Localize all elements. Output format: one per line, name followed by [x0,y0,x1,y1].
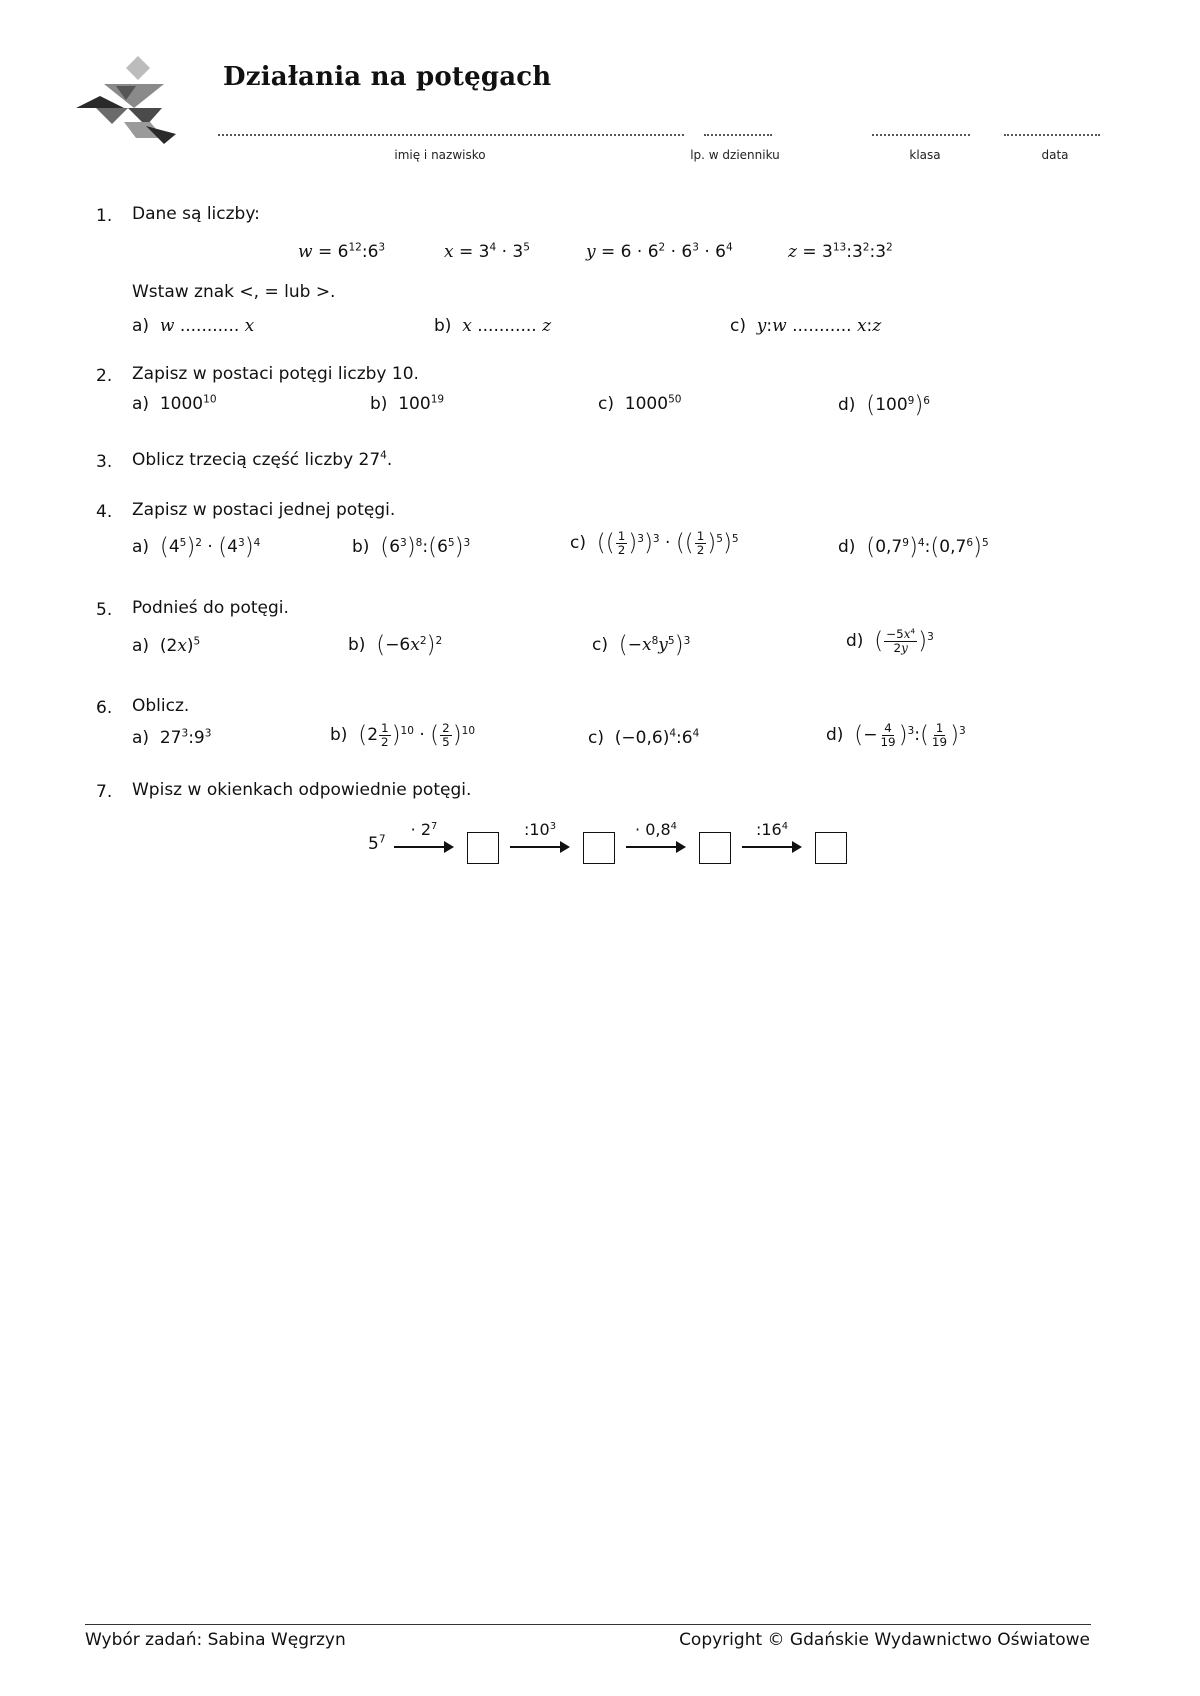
task-text: Wpisz w okienkach odpowiednie potęgi. [132,780,472,800]
answer-box[interactable] [467,832,499,864]
compare-b[interactable]: b) x ........... z [434,316,552,336]
footer-author: Wybór zadań: Sabina Węgrzyn [85,1630,346,1650]
task-number: 7. [96,782,113,802]
task-number: 3. [96,452,113,472]
logo [76,56,180,146]
class-label: klasa [909,148,941,162]
expr-w: $w = 6^{12}:6^3$ [298,241,386,262]
date-label: data [1041,148,1069,162]
compare-a[interactable]: a) w ........... x [132,316,255,336]
chain-step-label: · $2^7$ [410,820,438,839]
task-number: 6. [96,698,113,718]
task5-c: c) $(-x^8y^5)^3$ [592,632,691,658]
chain-step-label: $:16^4$ [755,820,789,839]
task-text: Dane są liczby: [132,204,260,224]
chain-arrow [510,846,568,848]
name-field-line[interactable] [218,120,684,136]
task4-d: d) $(0,7^9)^4:(0,7^6)^5$ [838,534,989,560]
task-instruction: Wstaw znak <, = lub >. [132,282,336,302]
task-number: 1. [96,206,113,226]
date-field-line[interactable] [1004,120,1100,136]
task2-a: a) 1000$^{10}$ [132,393,217,414]
task-number: 4. [96,502,113,522]
task2-c: c) 1000$^{50}$ [598,393,682,414]
task4-c: c) (( $\frac{1}{2}$ )$^3$)$^3$ · (( $\frac{1}{2}$ )$^5$)$^5$ [570,529,739,557]
task-text: Zapisz w postaci jednej potęgi. [132,500,396,520]
task4-b: b) $(6^3)^8:(6^5)^3$ [352,534,471,560]
number-field-line[interactable] [704,120,772,136]
chain-step-label: $:10^3$ [523,820,557,839]
chain-arrow [626,846,684,848]
compare-c[interactable]: c) y:w ........... x:z [730,316,882,336]
name-label: imię i nazwisko [394,148,486,162]
expr-y: $y = 6 \cdot 6^2 \cdot 6^3 \cdot 6^4$ [586,241,733,262]
task2-d: d) $(100^9)^6$ [838,392,930,418]
answer-box[interactable] [815,832,847,864]
footer-copyright: Copyright © Gdańskie Wydawnictwo Oświatowe [679,1630,1090,1650]
task5-b: b) $(-6x^2)^2$ [348,632,443,658]
task-text: Oblicz trzecią część liczby $27^4$. [132,449,393,470]
class-field-line[interactable] [872,120,970,136]
task6-c: c) $(-0,6)^4:6^4$ [588,727,700,748]
answer-box[interactable] [699,832,731,864]
task5-d: d) ( $\frac{-5x^4}{2y}$ )$^3$ [846,626,934,655]
footer-divider [85,1624,1091,1625]
task6-d: d) (− $\frac{4}{19}$ )$^3$:( $\frac{1}{19}$ )$^3$ [826,721,966,749]
task-text: Zapisz w postaci potęgi liczby 10. [132,364,419,384]
chain-step-label: · $0,8^4$ [635,820,677,839]
task-text: Podnieś do potęgi. [132,598,289,618]
chain-start: $5^7$ [368,833,386,854]
task5-a: a) $(2x)^5$ [132,635,201,656]
expr-z: $z = 3^{13}:3^2:3^2$ [788,241,893,262]
chain-arrow [742,846,800,848]
task6-b: b) (2 $\frac{1}{2}$ )$^{10}$ · ( $\frac{2}{5}$ )$^{10}$ [330,721,476,749]
chain-arrow [394,846,452,848]
task4-a: a) $(4^5)^2 \cdot (4^3)^4$ [132,534,261,560]
number-label: lp. w dzienniku [690,148,780,162]
task2-b: b) $100^{19}$ [370,393,445,414]
task-number: 5. [96,600,113,620]
task-text: Oblicz. [132,696,190,716]
task6-a: a) $27^3:9^3$ [132,727,212,748]
answer-box[interactable] [583,832,615,864]
expr-x: $x = 3^4 \cdot 3^5$ [444,241,530,262]
task-number: 2. [96,366,113,386]
page-title: Działania na potęgach [223,62,552,92]
